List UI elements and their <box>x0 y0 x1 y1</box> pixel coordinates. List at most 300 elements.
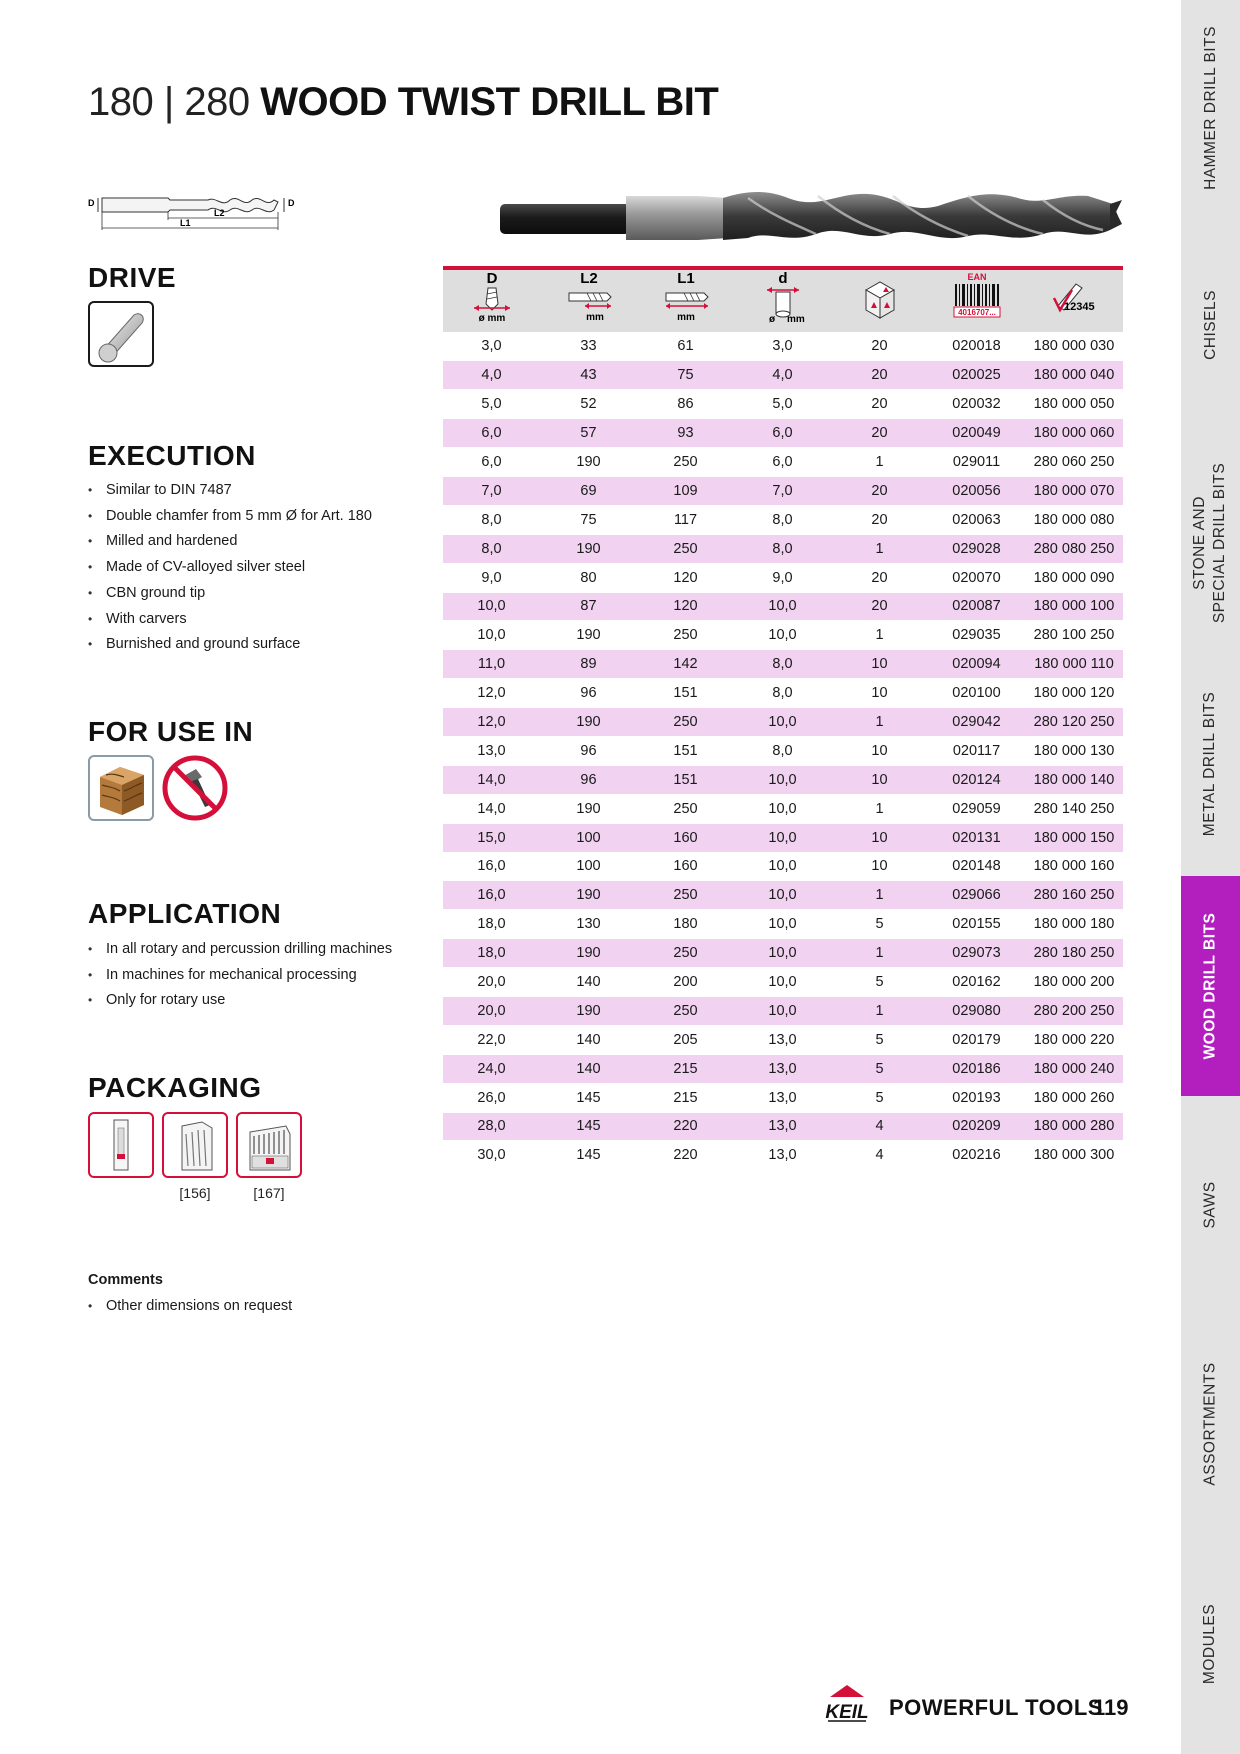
cell-diameter: 14,0 <box>443 794 540 823</box>
cell-l1: 215 <box>637 1054 734 1083</box>
cell-article: 280 140 250 <box>1025 794 1123 823</box>
cell-ean: 020056 <box>928 476 1025 505</box>
packaging-label: [156] <box>179 1185 211 1201</box>
cell-l1: 75 <box>637 361 734 390</box>
cell-shank: 13,0 <box>734 1054 831 1083</box>
cell-pack-qty: 20 <box>831 361 928 390</box>
cell-l1: 142 <box>637 650 734 679</box>
cell-l1: 250 <box>637 534 734 563</box>
cell-l2: 100 <box>540 823 637 852</box>
cell-l2: 87 <box>540 592 637 621</box>
side-tab-label-line1: STONE AND <box>1191 496 1209 590</box>
side-tab-chisels[interactable] <box>1181 216 1240 434</box>
col-l1-header <box>637 266 734 332</box>
wood-material-icon <box>88 755 154 821</box>
diagram-label-d-left: D <box>88 198 95 208</box>
side-tab-label: CHISELS <box>1201 290 1219 360</box>
cell-pack-qty: 5 <box>831 968 928 997</box>
cell-ean: 020100 <box>928 679 1025 708</box>
cell-article: 180 000 220 <box>1025 1025 1123 1054</box>
cell-shank: 8,0 <box>734 650 831 679</box>
list-item: • Milled and hardened <box>88 529 372 555</box>
table-row <box>443 534 1123 563</box>
cell-pack-qty: 10 <box>831 823 928 852</box>
list-item: • Made of CV-alloyed silver steel <box>88 555 372 581</box>
cell-ean: 020117 <box>928 736 1025 765</box>
svg-text:L1: L1 <box>676 269 695 287</box>
cell-l1: 215 <box>637 1083 734 1112</box>
svg-text:12345: 12345 <box>1064 300 1095 313</box>
cell-shank: 10,0 <box>734 910 831 939</box>
cell-l2: 190 <box>540 881 637 910</box>
cell-diameter: 8,0 <box>443 534 540 563</box>
side-tab-label: HAMMER DRILL BITS <box>1201 26 1219 190</box>
cell-article: 180 000 040 <box>1025 361 1123 390</box>
cell-l2: 140 <box>540 1054 637 1083</box>
svg-text:d: d <box>777 269 788 287</box>
article-number-icon <box>1042 268 1106 326</box>
cell-l1: 86 <box>637 390 734 419</box>
cell-l2: 145 <box>540 1141 637 1170</box>
cell-l2: 190 <box>540 939 637 968</box>
cell-ean: 020087 <box>928 592 1025 621</box>
cell-pack-qty: 4 <box>831 1141 928 1170</box>
side-tab-label-line2: SPECIAL DRILL BITS <box>1211 462 1229 624</box>
table-row <box>443 1141 1123 1170</box>
comments-heading: Comments <box>88 1272 163 1288</box>
cell-diameter: 16,0 <box>443 881 540 910</box>
cell-l1: 117 <box>637 505 734 534</box>
cell-ean: 020018 <box>928 332 1025 361</box>
cell-l2: 190 <box>540 996 637 1025</box>
cell-l1: 61 <box>637 332 734 361</box>
cell-pack-qty: 20 <box>831 332 928 361</box>
cell-shank: 10,0 <box>734 939 831 968</box>
table-row <box>443 361 1123 390</box>
cell-pack-qty: 10 <box>831 765 928 794</box>
cell-shank: 10,0 <box>734 996 831 1025</box>
cell-diameter: 28,0 <box>443 1112 540 1141</box>
table-row <box>443 968 1123 997</box>
cell-l1: 109 <box>637 476 734 505</box>
list-item: • Burnished and ground surface <box>88 632 372 658</box>
cell-diameter: 3,0 <box>443 332 540 361</box>
cell-diameter: 20,0 <box>443 968 540 997</box>
cell-l2: 190 <box>540 621 637 650</box>
cell-diameter: 13,0 <box>443 736 540 765</box>
cell-l2: 140 <box>540 1025 637 1054</box>
cell-pack-qty: 1 <box>831 708 928 737</box>
side-tab-modules[interactable] <box>1181 1534 1240 1754</box>
cell-shank: 9,0 <box>734 563 831 592</box>
cell-article: 280 200 250 <box>1025 996 1123 1025</box>
cell-shank: 10,0 <box>734 621 831 650</box>
cell-shank: 6,0 <box>734 448 831 477</box>
diagram-label-l2: L2 <box>214 208 225 218</box>
table-row <box>443 794 1123 823</box>
cell-diameter: 11,0 <box>443 650 540 679</box>
cell-diameter: 26,0 <box>443 1083 540 1112</box>
cell-diameter: 7,0 <box>443 476 540 505</box>
list-item: • Only for rotary use <box>88 988 392 1014</box>
cell-pack-qty: 1 <box>831 881 928 910</box>
list-item: • Double chamfer from 5 mm Ø for Art. 180 <box>88 504 372 530</box>
svg-text:L2: L2 <box>579 269 598 287</box>
shank-diameter-icon <box>753 268 813 326</box>
cell-l2: 96 <box>540 765 637 794</box>
table-row <box>443 996 1123 1025</box>
cell-l2: 69 <box>540 476 637 505</box>
svg-text:D: D <box>486 269 497 287</box>
cell-ean: 029080 <box>928 996 1025 1025</box>
cell-l2: 57 <box>540 419 637 448</box>
cell-pack-qty: 1 <box>831 794 928 823</box>
cell-shank: 7,0 <box>734 476 831 505</box>
cell-l2: 75 <box>540 505 637 534</box>
table-row <box>443 910 1123 939</box>
cell-shank: 10,0 <box>734 794 831 823</box>
table-row <box>443 939 1123 968</box>
cell-pack-qty: 1 <box>831 996 928 1025</box>
footer-tagline: POWERFUL TOOLS <box>889 1695 1103 1720</box>
list-item: • With carvers <box>88 607 372 633</box>
comments-list <box>88 1294 292 1320</box>
side-tab-wood-drill-bits[interactable] <box>1181 876 1240 1096</box>
cell-shank: 13,0 <box>734 1083 831 1112</box>
cell-l1: 220 <box>637 1141 734 1170</box>
table-row <box>443 650 1123 679</box>
cell-diameter: 14,0 <box>443 765 540 794</box>
execution-list <box>88 478 372 658</box>
page-title <box>88 80 718 125</box>
cell-l2: 190 <box>540 794 637 823</box>
cell-ean: 029011 <box>928 448 1025 477</box>
cell-diameter: 24,0 <box>443 1054 540 1083</box>
cell-pack-qty: 5 <box>831 1054 928 1083</box>
round-shank-drive-icon <box>88 301 154 367</box>
cell-ean: 020186 <box>928 1054 1025 1083</box>
cell-l2: 80 <box>540 563 637 592</box>
table-row <box>443 823 1123 852</box>
side-tab-label <box>1191 463 1231 623</box>
cell-diameter: 12,0 <box>443 679 540 708</box>
cell-ean: 020131 <box>928 823 1025 852</box>
cell-pack-qty: 1 <box>831 939 928 968</box>
list-item: • CBN ground tip <box>88 581 372 607</box>
cell-l1: 250 <box>637 708 734 737</box>
side-tab-label: ASSORTMENTS <box>1201 1362 1219 1486</box>
side-tab-assortments[interactable] <box>1181 1314 1240 1534</box>
cell-shank: 4,0 <box>734 361 831 390</box>
cell-shank: 8,0 <box>734 736 831 765</box>
packaging-heading: PACKAGING <box>88 1072 262 1103</box>
cell-l1: 250 <box>637 448 734 477</box>
cell-diameter: 18,0 <box>443 910 540 939</box>
svg-text:4016707...: 4016707... <box>957 307 996 317</box>
cell-diameter: 8,0 <box>443 505 540 534</box>
cell-ean: 020049 <box>928 419 1025 448</box>
cell-l1: 93 <box>637 419 734 448</box>
cell-article: 180 000 070 <box>1025 476 1123 505</box>
table-row <box>443 419 1123 448</box>
cell-shank: 13,0 <box>734 1141 831 1170</box>
table-row <box>443 708 1123 737</box>
svg-text:EAN: EAN <box>966 271 987 282</box>
table-row <box>443 621 1123 650</box>
side-tab-stone-special-drill-bits[interactable] <box>1181 434 1240 652</box>
cell-shank: 8,0 <box>734 534 831 563</box>
side-tab-hammer-drill-bits[interactable] <box>1181 0 1240 216</box>
cell-ean: 020216 <box>928 1141 1025 1170</box>
cell-shank: 8,0 <box>734 679 831 708</box>
logo-wordmark: KEIL <box>825 1702 869 1723</box>
cell-diameter: 15,0 <box>443 823 540 852</box>
col-ean-header <box>928 266 1025 332</box>
cell-l2: 190 <box>540 534 637 563</box>
table-row <box>443 476 1123 505</box>
application-heading: APPLICATION <box>88 898 282 929</box>
title-product-name: WOOD TWIST DRILL BIT <box>260 80 719 124</box>
table-row <box>443 563 1123 592</box>
single-pack-icon <box>88 1112 154 1178</box>
cell-pack-qty: 20 <box>831 563 928 592</box>
for-use-in-heading: FOR USE IN <box>88 716 254 747</box>
list-item: • In machines for mechanical processing <box>88 963 392 989</box>
table-row <box>443 1083 1123 1112</box>
cell-l2: 190 <box>540 448 637 477</box>
col-l2-header <box>540 266 637 332</box>
table-row <box>443 332 1123 361</box>
pack-quantity-icon <box>850 268 910 326</box>
table-row <box>443 881 1123 910</box>
title-article-numbers: 180 | 280 <box>88 80 250 124</box>
cell-ean: 020179 <box>928 1025 1025 1054</box>
execution-heading: EXECUTION <box>88 440 256 471</box>
cell-pack-qty: 5 <box>831 1083 928 1112</box>
cell-article: 180 000 060 <box>1025 419 1123 448</box>
side-tab-metal-drill-bits[interactable] <box>1181 652 1240 876</box>
cell-ean: 029028 <box>928 534 1025 563</box>
cell-diameter: 9,0 <box>443 563 540 592</box>
cell-pack-qty: 10 <box>831 736 928 765</box>
cell-article: 180 000 240 <box>1025 1054 1123 1083</box>
cell-l1: 151 <box>637 736 734 765</box>
cell-article: 180 000 050 <box>1025 390 1123 419</box>
cell-diameter: 10,0 <box>443 621 540 650</box>
drill-dimension-diagram <box>88 190 303 235</box>
cell-ean: 029073 <box>928 939 1025 968</box>
list-item: • Similar to DIN 7487 <box>88 478 372 504</box>
cell-l1: 220 <box>637 1112 734 1141</box>
side-tab-label: METAL DRILL BITS <box>1201 691 1219 837</box>
cell-article: 280 160 250 <box>1025 881 1123 910</box>
table-top-rule <box>443 266 1123 270</box>
table-row <box>443 736 1123 765</box>
cell-diameter: 22,0 <box>443 1025 540 1054</box>
cell-ean: 020063 <box>928 505 1025 534</box>
cell-ean: 020094 <box>928 650 1025 679</box>
cell-pack-qty: 20 <box>831 476 928 505</box>
cell-shank: 10,0 <box>734 592 831 621</box>
cell-l1: 250 <box>637 794 734 823</box>
dimensions-table <box>443 266 1123 1170</box>
cell-pack-qty: 1 <box>831 621 928 650</box>
cell-l2: 96 <box>540 679 637 708</box>
total-length-icon <box>656 268 716 326</box>
cell-article: 180 000 140 <box>1025 765 1123 794</box>
col-diameter-header <box>443 266 540 332</box>
cell-diameter: 10,0 <box>443 592 540 621</box>
list-item: • Other dimensions on request <box>88 1294 292 1320</box>
no-hammer-icon <box>162 755 228 821</box>
cell-ean: 029059 <box>928 794 1025 823</box>
cell-ean: 020162 <box>928 968 1025 997</box>
flute-length-icon <box>559 268 619 326</box>
cell-diameter: 6,0 <box>443 419 540 448</box>
cell-l2: 52 <box>540 390 637 419</box>
cell-article: 280 120 250 <box>1025 708 1123 737</box>
cell-ean: 020148 <box>928 852 1025 881</box>
display-pack-icon <box>236 1112 302 1178</box>
cell-pack-qty: 10 <box>831 679 928 708</box>
cell-pack-qty: 20 <box>831 505 928 534</box>
cell-shank: 10,0 <box>734 881 831 910</box>
table-header-row <box>443 266 1123 332</box>
drill-bit-photo <box>498 186 1124 250</box>
table-row <box>443 1054 1123 1083</box>
cell-shank: 10,0 <box>734 852 831 881</box>
cell-article: 180 000 090 <box>1025 563 1123 592</box>
cell-diameter: 6,0 <box>443 448 540 477</box>
cell-shank: 8,0 <box>734 505 831 534</box>
svg-text:ø mm: ø mm <box>478 312 505 324</box>
diagram-label-d-right: D <box>288 198 295 208</box>
table-row <box>443 505 1123 534</box>
cell-l1: 205 <box>637 1025 734 1054</box>
side-tab-label: MODULES <box>1201 1603 1219 1685</box>
keil-logo-icon <box>824 1683 870 1723</box>
cell-ean: 020209 <box>928 1112 1025 1141</box>
cell-l2: 140 <box>540 968 637 997</box>
cell-article: 180 000 130 <box>1025 736 1123 765</box>
cell-ean: 020124 <box>928 765 1025 794</box>
packaging-label: [167] <box>253 1185 285 1201</box>
table-row <box>443 679 1123 708</box>
cell-l2: 130 <box>540 910 637 939</box>
page-number: 119 <box>1093 1695 1129 1720</box>
cell-article: 180 000 100 <box>1025 592 1123 621</box>
application-list <box>88 937 392 1014</box>
svg-text:ø: ø <box>768 313 775 325</box>
col-pack-qty-header <box>831 266 928 332</box>
cell-diameter: 16,0 <box>443 852 540 881</box>
cell-article: 180 000 110 <box>1025 650 1123 679</box>
table-row <box>443 852 1123 881</box>
cell-l1: 250 <box>637 621 734 650</box>
cell-l2: 100 <box>540 852 637 881</box>
side-tab-label: SAWS <box>1201 1181 1219 1229</box>
barcode-icon <box>947 268 1007 326</box>
cell-shank: 6,0 <box>734 419 831 448</box>
cell-article: 280 100 250 <box>1025 621 1123 650</box>
cell-pack-qty: 20 <box>831 592 928 621</box>
col-shank-header <box>734 266 831 332</box>
col-article-header <box>1025 266 1123 332</box>
cell-l1: 250 <box>637 939 734 968</box>
table-row <box>443 448 1123 477</box>
drive-heading: DRIVE <box>88 262 177 293</box>
cell-l2: 96 <box>540 736 637 765</box>
cell-article: 280 060 250 <box>1025 448 1123 477</box>
cell-pack-qty: 20 <box>831 390 928 419</box>
cell-diameter: 4,0 <box>443 361 540 390</box>
cell-diameter: 5,0 <box>443 390 540 419</box>
cell-shank: 13,0 <box>734 1025 831 1054</box>
cell-diameter: 12,0 <box>443 708 540 737</box>
cell-ean: 020193 <box>928 1083 1025 1112</box>
table-row <box>443 1025 1123 1054</box>
cell-article: 180 000 280 <box>1025 1112 1123 1141</box>
cell-l1: 160 <box>637 852 734 881</box>
cell-ean: 029035 <box>928 621 1025 650</box>
cell-l1: 250 <box>637 996 734 1025</box>
cell-l2: 145 <box>540 1083 637 1112</box>
side-tab-saws[interactable] <box>1181 1096 1240 1314</box>
cell-shank: 10,0 <box>734 765 831 794</box>
diameter-icon <box>462 268 522 326</box>
box-pack-icon <box>162 1112 228 1178</box>
table-row <box>443 390 1123 419</box>
cell-pack-qty: 5 <box>831 910 928 939</box>
svg-text:mm: mm <box>786 313 805 325</box>
cell-pack-qty: 20 <box>831 419 928 448</box>
side-tab-label: WOOD DRILL BITS <box>1201 912 1219 1060</box>
cell-shank: 10,0 <box>734 968 831 997</box>
cell-article: 180 000 200 <box>1025 968 1123 997</box>
svg-text:mm: mm <box>676 311 695 323</box>
cell-pack-qty: 10 <box>831 852 928 881</box>
cell-ean: 020032 <box>928 390 1025 419</box>
cell-shank: 3,0 <box>734 332 831 361</box>
cell-article: 280 180 250 <box>1025 939 1123 968</box>
cell-shank: 10,0 <box>734 823 831 852</box>
table-body <box>443 332 1123 1170</box>
svg-text:mm: mm <box>585 311 604 323</box>
cell-l1: 120 <box>637 592 734 621</box>
cell-pack-qty: 4 <box>831 1112 928 1141</box>
cell-article: 180 000 260 <box>1025 1083 1123 1112</box>
cell-pack-qty: 10 <box>831 650 928 679</box>
cell-shank: 13,0 <box>734 1112 831 1141</box>
cell-pack-qty: 5 <box>831 1025 928 1054</box>
cell-l2: 145 <box>540 1112 637 1141</box>
cell-l1: 180 <box>637 910 734 939</box>
table-row <box>443 765 1123 794</box>
cell-diameter: 18,0 <box>443 939 540 968</box>
cell-ean: 020025 <box>928 361 1025 390</box>
cell-article: 180 000 180 <box>1025 910 1123 939</box>
cell-l1: 151 <box>637 679 734 708</box>
cell-article: 180 000 080 <box>1025 505 1123 534</box>
cell-l1: 120 <box>637 563 734 592</box>
cell-l1: 151 <box>637 765 734 794</box>
cell-shank: 5,0 <box>734 390 831 419</box>
cell-l2: 89 <box>540 650 637 679</box>
cell-l1: 200 <box>637 968 734 997</box>
list-item: • In all rotary and percussion drilling machines <box>88 937 392 963</box>
cell-ean: 020155 <box>928 910 1025 939</box>
cell-article: 180 000 300 <box>1025 1141 1123 1170</box>
